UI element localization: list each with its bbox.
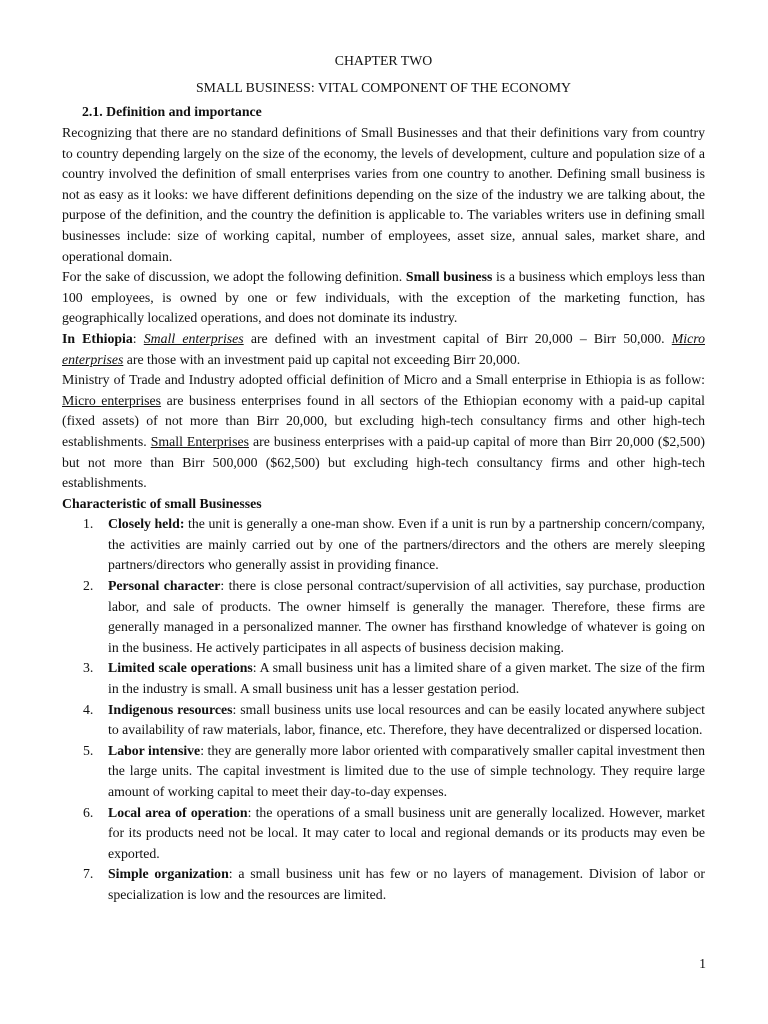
paragraph-ministry [62,370,705,494]
underlined-term-micro: Micro enterprises [62,392,162,408]
list-text: the unit is generally a one-man show. Even if a unit is run by a partnership concern/company, the activities are mainly carried out by one of the partners/directors and the others are merely sleeping partners/directors who generally assist in providing finance. [108,516,705,573]
italic-term-small: Small enterprises [143,330,244,346]
list-text: : a small business unit has few or no layers of management. Division of labor or specialization is low and the resources are limited. [108,866,705,902]
text-run: : [132,330,144,346]
characteristics-list [62,514,705,905]
list-number: 4. [83,701,94,717]
paragraph-intro: Recognizing that there are no standard definitions of Small Businesses and that their definitions vary from country to country depending largely on the size of the economy, the levels of development, culture and population size of a country involved the definition of small enterprises varies from one country to another. Defining small business is not as easy as it looks: we have different definitions depending on the size of the industry we are talking about, the purpose of the definition, and the country the definition is applicable to. The variables writers use in defining small businesses include: size of working capital, number of employees, asset size, annual sales, market share, and operational domain. [62,125,705,264]
list-item [62,803,705,865]
text-run: Ministry of Trade and Industry adopted official definition of Micro and a Small enterprise in Ethiopia is as follow: [62,372,705,388]
list-number: 7. [83,866,94,882]
list-term: Simple organization [108,866,229,882]
underlined-term-small: Small Enterprises [150,433,249,449]
list-text: : there is close personal contract/supervision of all activities, say purchase, production labor, and sale of products. The owner himself is generally the manager. Therefore, these firms are generally managed in a personalized manner. The owner has firsthand knowledge of whatever is going on in the business. He actively participates in all aspects of business decision making. [108,578,706,655]
list-item [62,741,705,803]
text-run: For the sake of discussion, we adopt the following definition. [62,269,406,285]
characteristics-heading: Characteristic of small Businesses [62,495,262,511]
paragraph-definition [62,267,705,329]
list-item [62,864,705,905]
list-item [62,514,705,576]
list-number: 1. [83,516,94,532]
chapter-heading: CHAPTER TWO [334,53,433,68]
list-term: Limited scale operations [108,660,253,676]
list-term: Indigenous resources [108,701,233,717]
list-number: 3. [83,660,94,676]
list-term: Personal character [108,578,221,594]
bold-label: In Ethiopia [62,330,133,346]
list-item [62,658,705,699]
list-term: Local area of operation [108,804,248,820]
document-page [62,50,705,906]
chapter-title: SMALL BUSINESS: VITAL COMPONENT OF THE ECONOMY [195,80,572,95]
list-number: 5. [83,742,94,758]
italic-term-micro: Micro enterprises [62,330,705,367]
list-number: 6. [83,804,94,820]
text-run: is a business which employs less than 100 employees, is owned by one or few individuals, with the exception of the marketing function, has geographically localized operations, and does not dominate its industry. [62,269,706,326]
text-run: are business enterprises found in all sectors of the Ethiopian economy with a paid-up capital (fixed assets) of not more than Birr 20,000, but excluding high-tech consultancy firms and other high-tech establishments. [62,392,705,449]
section-heading: 2.1. Definition and importance [82,104,262,119]
list-text: : A small business unit has a limited share of a given market. The size of the firm in the industry is small. A small business unit has a lesser gestation period. [108,660,705,697]
list-item [62,700,705,741]
text-run: are business enterprises with a paid-up capital of more than Birr 20,000 ($2,500) but not more than Birr 500,000 ($62,500) but excluding high-tech consultancy firms and other high-tech establishments. [62,433,705,491]
list-term: Closely held: [108,516,185,532]
list-number: 2. [83,578,94,594]
list-text: : they are generally more labor oriented with comparatively smaller capital investment then the large units. The capital investment is limited due to the use of simple technology. They require large amount of working capital to meet their day-to-day expenses. [108,742,706,799]
list-item [62,576,705,658]
page-number: 1 [699,956,706,971]
paragraph-ethiopia [62,329,705,370]
list-term: Labor intensive [108,742,201,758]
list-text: : the operations of a small business unit are generally localized. However, market for its products need not be local. It may cater to local and regional demands or its products may even be exported. [108,804,705,861]
bold-term: Small business [405,269,493,285]
list-text: : small business units use local resources and can be easily located anywhere subject to availability of raw materials, labor, finance, etc. Therefore, they have decentralized or dispersed location. [108,701,705,738]
text-run: are those with an investment paid up capital not exceeding Birr 20,000. [123,351,521,367]
text-run: are defined with an investment capital of Birr 20,000 – Birr 50,000. [243,330,672,346]
